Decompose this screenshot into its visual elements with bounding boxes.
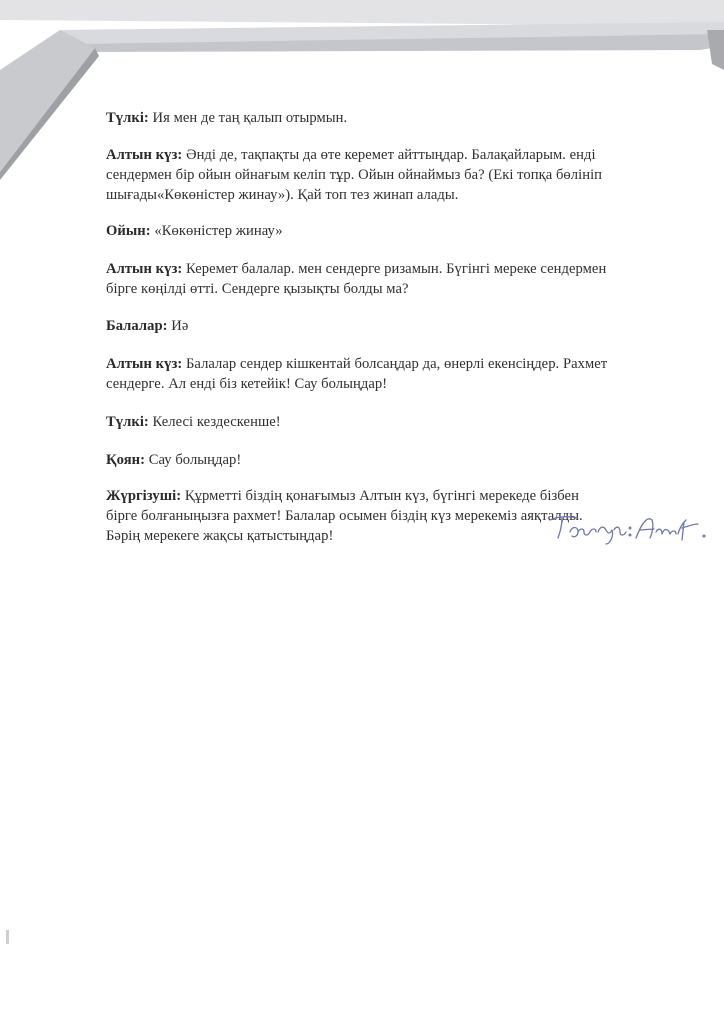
- dialogue-text: Әнді де, тақпақты да өте керемет айттыңдар. Балақайларым. енді: [185, 147, 596, 163]
- paragraph-fox-2: [106, 412, 666, 432]
- dialogue-text: Сау болыңдар!: [148, 452, 242, 468]
- dialogue-text: «Көкөністер жинау»: [154, 223, 283, 239]
- paragraph-golden-autumn-1: [106, 145, 666, 205]
- dialogue-line: шығады«Көкөністер жинау»). Қай топ тез жинап алады.: [106, 187, 459, 203]
- paragraph-children: [106, 316, 666, 336]
- dialogue-line: [106, 354, 666, 374]
- document-body: [106, 108, 666, 562]
- speaker-label: Балалар:: [106, 318, 168, 334]
- dialogue-line: Бәрің мерекеге жақсы қатыстыңдар!: [106, 528, 334, 544]
- dialogue-text: Балалар сендер кішкентай болсаңдар да, өнерлі екенсіңдер. Рахмет: [185, 356, 608, 372]
- speaker-label: Алтын күз:: [106, 147, 183, 163]
- speaker-label: Алтын күз:: [106, 356, 183, 372]
- dialogue-text: Керемет балалар. мен сендерге ризамын. Бүгінгі мереке сендермен: [185, 261, 607, 277]
- dialogue-line: бірге болғаныңызға рахмет! Балалар осымен біздің күз мерекеміз аяқталды.: [106, 508, 583, 524]
- scan-artifact: [6, 930, 9, 944]
- dialogue-line: [106, 259, 666, 279]
- dialogue-text: Ия мен де таң қалып отырмын.: [152, 110, 348, 126]
- dialogue-line: [106, 145, 666, 165]
- dialogue-line: бірге көңілді өтті. Сендерге қызықты болды ма?: [106, 281, 409, 297]
- handwritten-signature: [548, 510, 708, 550]
- dialogue-text: Келесі кездескенше!: [152, 414, 281, 430]
- dialogue-text: Құрметті біздің қонағымыз Алтын күз, бүгінгі мерекеде бізбен: [184, 488, 579, 504]
- paragraph-game: [106, 221, 666, 241]
- speaker-label: Түлкі:: [106, 414, 149, 430]
- speaker-label: Түлкі:: [106, 110, 149, 126]
- paragraph-golden-autumn-2: [106, 259, 666, 299]
- paragraph-golden-autumn-3: [106, 354, 666, 394]
- dialogue-line: сендерге. Ал енді біз кетейік! Сау болыңдар!: [106, 376, 388, 392]
- dialogue-line: сендермен бір ойын ойнағым келіп тұр. Ойын ойнаймыз ба? (Екі топқа бөлініп: [106, 167, 603, 183]
- dialogue-text: Иә: [171, 318, 189, 334]
- speaker-label: Қоян:: [106, 452, 146, 468]
- speaker-label: Ойын:: [106, 223, 151, 239]
- speaker-label: Алтын күз:: [106, 261, 183, 277]
- paragraph-rabbit: [106, 450, 666, 470]
- dialogue-line: [106, 486, 666, 506]
- speaker-label: Жүргізуші:: [106, 488, 182, 504]
- paragraph-fox-1: [106, 108, 666, 128]
